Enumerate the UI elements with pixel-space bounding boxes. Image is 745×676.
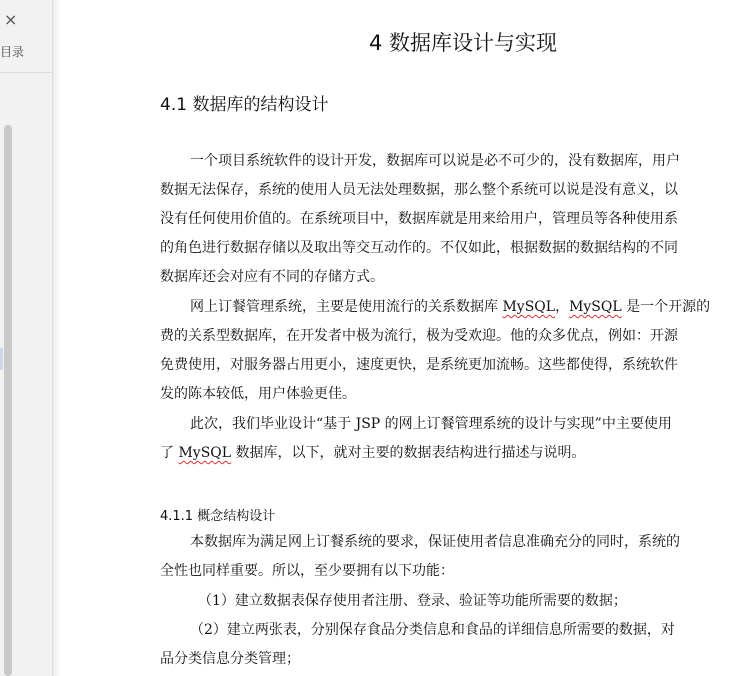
paragraph-line	[160, 442, 586, 462]
text-run: 网上订餐管理系统，主要是使用流行的关系数据库	[190, 299, 503, 315]
sidebar-position-marker	[0, 348, 3, 370]
paragraph-line: 全性也同样重要。所以，至少要拥有以下功能：	[160, 563, 454, 579]
page-shadow	[53, 0, 61, 676]
toc-label[interactable]: 目录	[0, 45, 25, 59]
navigation-sidebar	[0, 0, 53, 676]
sidebar-scrollbar[interactable]	[4, 125, 12, 676]
paragraph-line: 没有任何使用价值的。在系统项目中，数据库就是用来给用户，管理员等各种使用系	[160, 211, 678, 227]
list-item: （1）建立数据表保存使用者注册、登录、验证等功能所需要的数据；	[198, 593, 627, 609]
spellcheck-word[interactable]: MySQL	[502, 299, 556, 315]
close-icon[interactable]: ×	[4, 10, 18, 29]
paragraph-line: 一个项目系统软件的设计开发，数据库可以说是必不可少的，没有数据库，用户	[190, 153, 680, 169]
spellcheck-word[interactable]: MySQL	[569, 299, 622, 315]
paragraph-line: 数据无法保存，系统的使用人员无法处理数据，那么整个系统可以说是没有意义，以	[160, 182, 678, 198]
spellcheck-word[interactable]: MySQL	[178, 445, 232, 461]
paragraph-line: 数据库还会对应有不同的存储方式。	[160, 269, 384, 285]
paragraph-line: 费的关系型数据库，在开发者中极为流行，极为受欢迎。他的众多优点，例如：开源	[160, 328, 678, 344]
paragraph-line: 的角色进行数据存储以及取出等交互动作的。不仅如此，根据数据的数据结构的不同	[160, 240, 678, 256]
chapter-title: 4 数据库设计与实现	[369, 31, 558, 55]
text-run: 了	[160, 445, 179, 461]
list-item: 品分类信息分类管理；	[160, 651, 300, 667]
paragraph-line	[190, 296, 710, 316]
section-title: 4.1 数据库的结构设计	[160, 95, 329, 115]
subsection-title: 4.1.1 概念结构设计	[160, 509, 276, 524]
paragraph-line: 发的陈本较低，用户体验更佳。	[160, 386, 356, 402]
paragraph-line: 本数据库为满足网上订餐系统的要求，保证使用者信息准确充分的同时，系统的	[190, 534, 680, 550]
paragraph-line: 免费使用，对服务器占用更小，速度更快，是系统更加流畅。这些都使得，系统软件	[160, 357, 678, 373]
text-run: 是一个开源的	[621, 299, 711, 315]
sidebar-divider	[0, 72, 52, 73]
text-run: 数据库，以下，就对主要的数据表结构进行描述与说明。	[231, 445, 586, 461]
text-run: ，	[555, 299, 570, 315]
list-item: （2）建立两张表，分别保存食品分类信息和食品的详细信息所需要的数据，对	[190, 622, 675, 638]
paragraph-line: 此次，我们毕业设计“基于 JSP 的网上订餐管理系统的设计与实现”中主要使用	[190, 416, 672, 432]
